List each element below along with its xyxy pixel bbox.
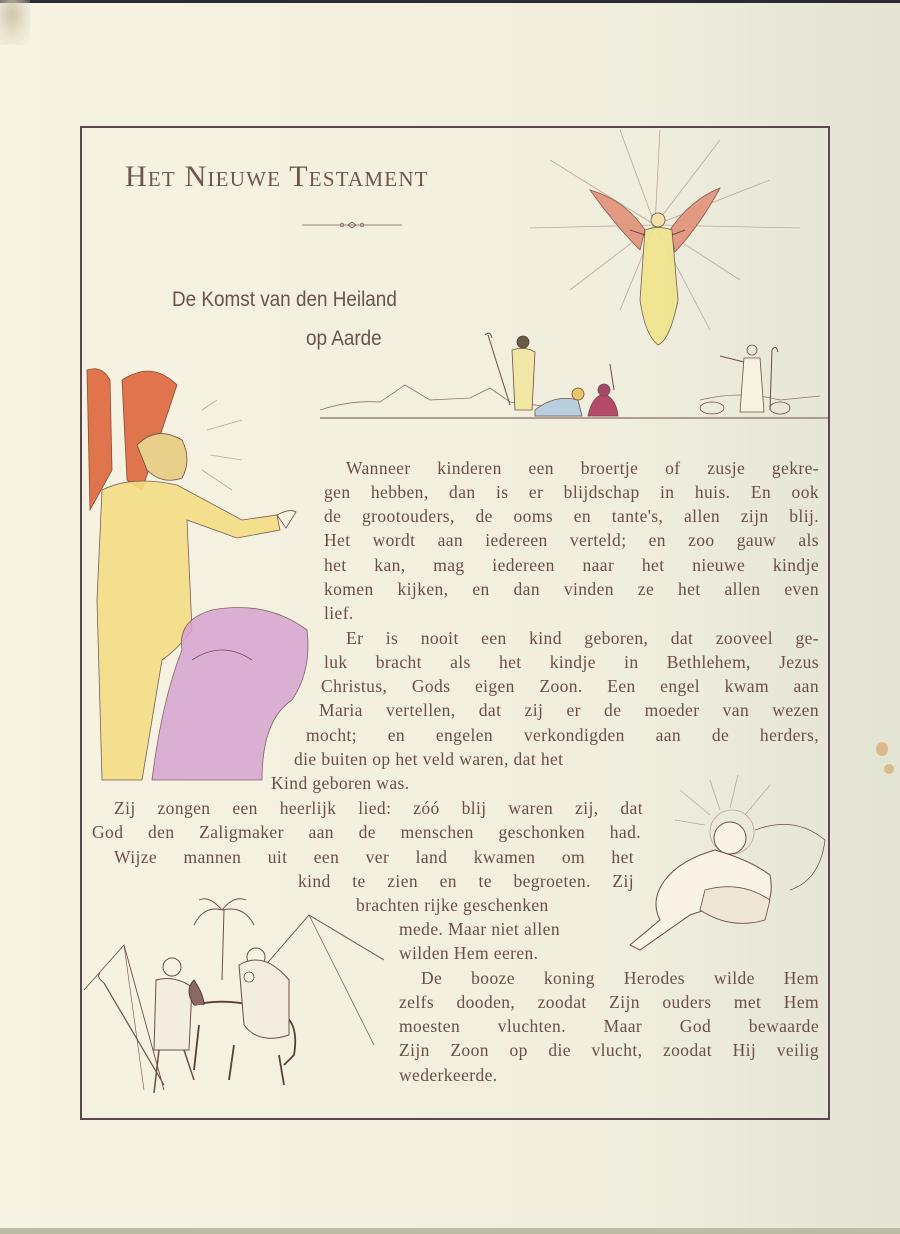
angel-in-glory-illustration (530, 130, 830, 360)
text-line: Christus, Gods eigen Zoon. Een engel kwam aan (321, 676, 819, 696)
text-line: Maria vertellen, dat zij er de moeder van wezen (319, 700, 819, 720)
text-line: luk bracht als het kindje in Bethlehem, Jezus (324, 652, 819, 672)
sleeping-christ-child-illustration (620, 770, 830, 955)
section-subtitle: De Komst van den Heiland (172, 288, 397, 311)
text-line: Er is nooit een kind geboren, dat zooveel ge- (346, 628, 819, 648)
paper-stain (876, 742, 888, 756)
annunciation-illustration (82, 360, 327, 790)
text-line: gen hebben, dan is er blijdschap in huis. En ook (324, 482, 819, 502)
paper-stain (884, 764, 894, 774)
section-subtitle-line2: op Aarde (306, 327, 382, 350)
text-line: die buiten op het veld waren, dat het (294, 749, 564, 769)
text-line: Kind geboren was. (271, 773, 410, 793)
text-line: moesten vluchten. Maar God bewaarde (399, 1016, 819, 1036)
text-line: De booze koning Herodes wilde Hem (421, 968, 819, 988)
text-line: mocht; en engelen verkondigden aan de herders, (306, 725, 819, 745)
text-line: God den Zaligmaker aan de menschen geschonken had. (92, 822, 641, 842)
page-title: Het Nieuwe Testament (125, 160, 429, 193)
shepherds-field-illustration (320, 330, 830, 425)
text-line: het kan, mag iedereen naar het nieuwe kindje (324, 555, 819, 575)
text-line: Zij zongen een heerlijk lied: zóó blij waren zij, dat (114, 798, 643, 818)
text-line: kind te zien en te begroeten. Zij (298, 871, 634, 891)
text-line: wederkeerde. (399, 1065, 498, 1085)
text-line: Zijn Zoon op die vlucht, zoodat Hij veilig (399, 1040, 819, 1060)
text-line: wilden Hem eeren. (399, 943, 539, 963)
text-line: Het wordt aan iedereen verteld; en zoo gauw als (324, 530, 819, 550)
page-corner-wear (0, 0, 30, 45)
text-line: mede. Maar niet allen (399, 919, 560, 939)
page-edge-top (0, 0, 900, 3)
title-ornament (302, 220, 402, 230)
text-line: komen kijken, en dan vinden ze het allen even (324, 579, 819, 599)
text-line: brachten rijke geschenken (356, 895, 549, 915)
text-line: zelfs dooden, zoodat Zijn ouders met Hem (399, 992, 819, 1012)
text-line: de grootouders, de ooms en tante's, allen zijn blij. (324, 506, 819, 526)
flight-into-egypt-illustration (84, 895, 384, 1095)
text-line: Wijze mannen uit een ver land kwamen om het (114, 847, 634, 867)
page-edge-bottom (0, 1228, 900, 1234)
text-line: Wanneer kinderen een broertje of zusje gekre- (346, 458, 819, 478)
text-line: lief. (324, 603, 354, 623)
